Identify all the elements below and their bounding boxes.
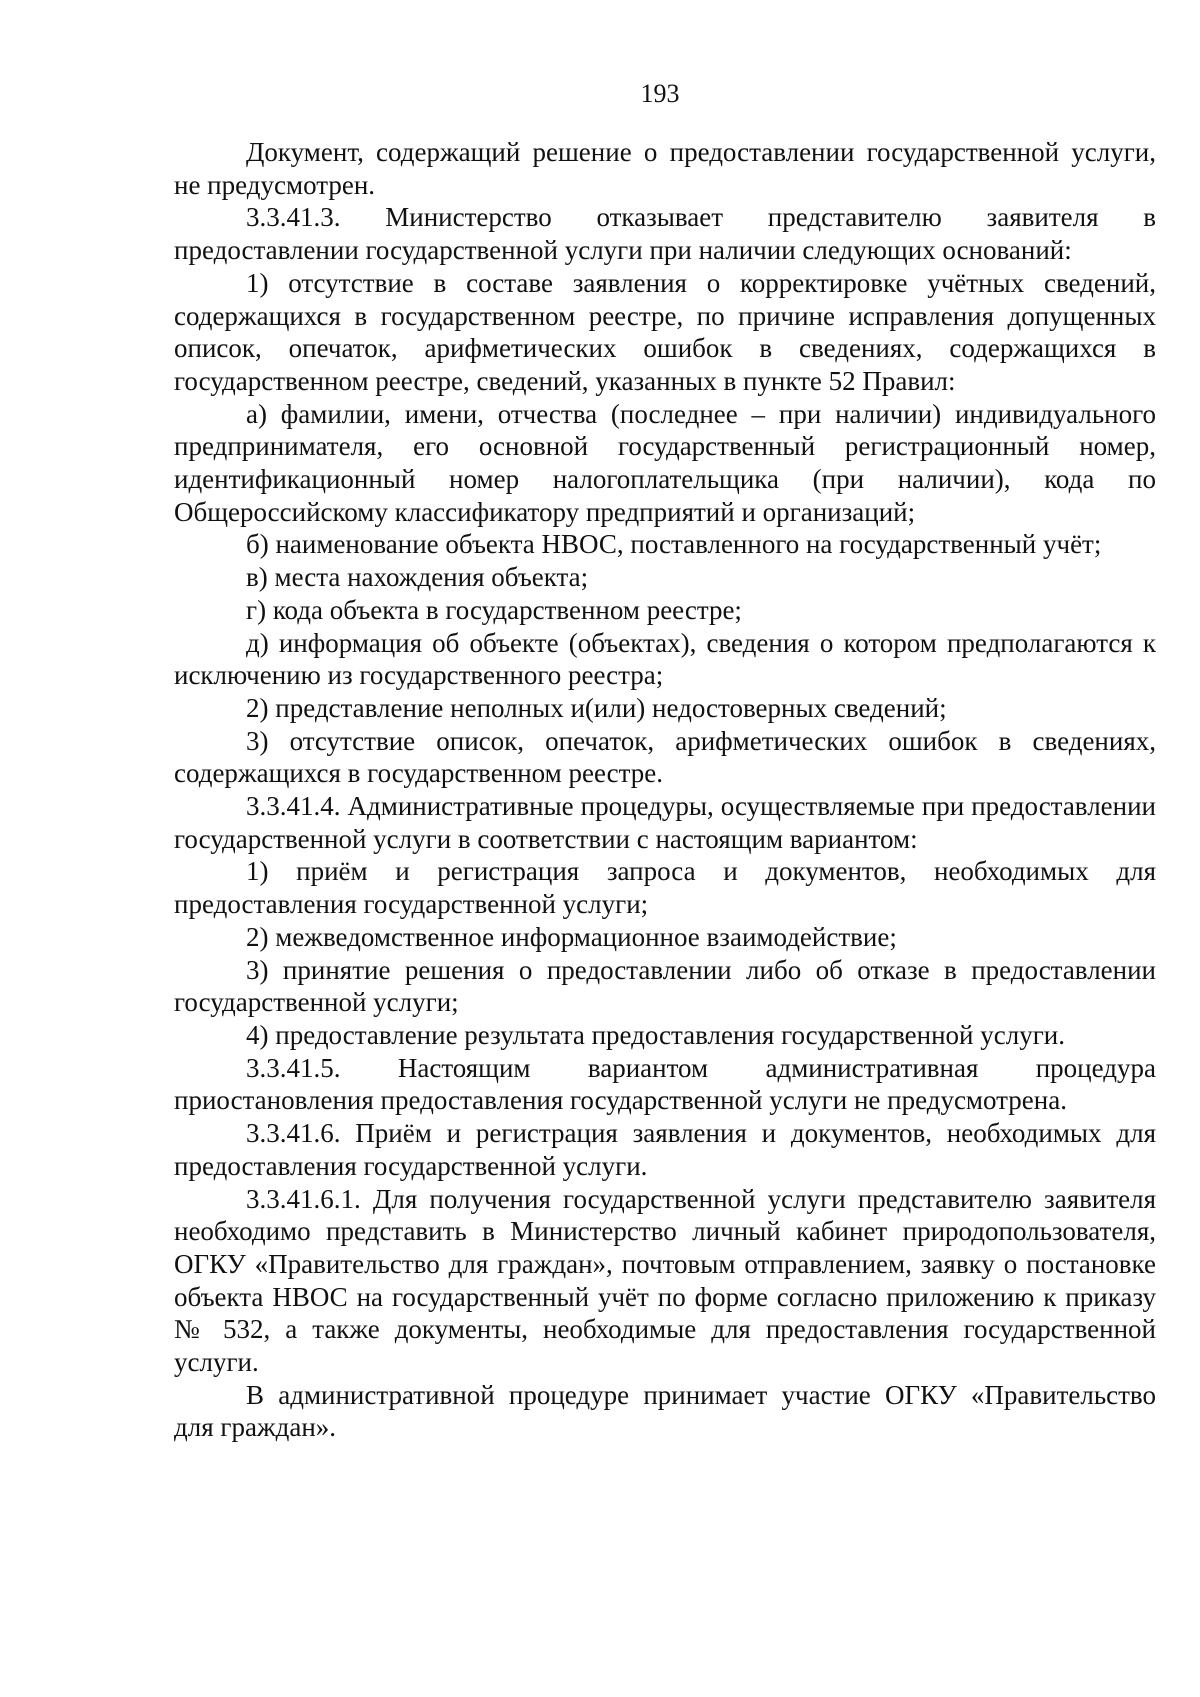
list-item-2-incomplete-info: 2) представление неполных и(или) недостоверных сведений;	[246, 692, 947, 723]
paragraph-3-3-41-3: 3.3.41.3. Министерство отказывает представителю заявителя в предоставлении государственной услуги при наличии следующих оснований:	[174, 202, 1156, 266]
paragraph-3-3-41-6-1: 3.3.41.6.1. Для получения государственной услуги представителю заявителя необходимо представить в Министерство личный кабинет природопользователя, ОГКУ «Правительство для граждан», почтовым отправлением, заявку о постановке объекта НВОС на государственный учёт по форме согласно приложению к приказу № 532, а также документы, необходимые для предоставления государственной услуги.	[174, 1183, 1156, 1378]
list-item-d-object-info: д) информация об объекте (объектах), сведения о котором предполагаются к исключению из государственного реестра;	[174, 627, 1156, 691]
list-item-3-no-errors: 3) отсутствие описок, опечаток, арифметических ошибок в сведениях, содержащихся в государственном реестре.	[174, 725, 1156, 789]
paragraph-3-3-41-5: 3.3.41.5. Настоящим вариантом административная процедура приостановления предоставления государственной услуги не предусмотрена.	[174, 1052, 1156, 1116]
list-item-g-object-code: г) кода объекта в государственном реестре;	[246, 594, 742, 625]
list-item-1-missing-correction: 1) отсутствие в составе заявления о корректировке учётных сведений, содержащихся в государственном реестре, по причине исправления допущенных описок, опечаток, арифметических ошибок в сведениях, содержащихся в государственном реестре, сведений, указанных в пункте 52 Правил:	[174, 267, 1156, 396]
procedure-item-4: 4) предоставление результата предоставления государственной услуги.	[246, 1019, 1065, 1050]
list-item-v-location: в) места нахождения объекта;	[246, 562, 589, 593]
paragraph-3-3-41-4: 3.3.41.4. Административные процедуры, осуществляемые при предоставлении государственной услуги в соответствии с настоящим вариантом:	[174, 791, 1156, 854]
page-number: 193	[640, 79, 680, 108]
paragraph-decision-document: Документ, содержащий решение о предоставлении государственной услуги, не предусмотрен.	[174, 137, 1156, 200]
procedure-item-1: 1) приём и регистрация запроса и документов, необходимых для предоставления государственной услуги;	[174, 856, 1156, 920]
list-item-b-object-name: б) наименование объекта НВОС, поставленного на государственный учёт;	[246, 529, 1102, 560]
document-body	[174, 136, 1156, 1444]
procedure-item-2: 2) межведомственное информационное взаимодействие;	[246, 921, 897, 952]
list-item-a-names: а) фамилии, имени, отчества (последнее – при наличии) индивидуального предпринимателя, его основной государственный регистрационный номер, идентификационный номер налогоплательщика (при наличии), кода по Общероссийскому классификатору предприятий и организаций;	[174, 398, 1156, 527]
paragraph-3-3-41-6: 3.3.41.6. Приём и регистрация заявления и документов, необходимых для предоставления государственной услуги.	[174, 1118, 1156, 1181]
paragraph-participation: В административной процедуре принимает участие ОГКУ «Правительство для граждан».	[174, 1379, 1156, 1443]
procedure-item-3: 3) принятие решения о предоставлении либо об отказе в предоставлении государственной услуги;	[174, 954, 1156, 1018]
